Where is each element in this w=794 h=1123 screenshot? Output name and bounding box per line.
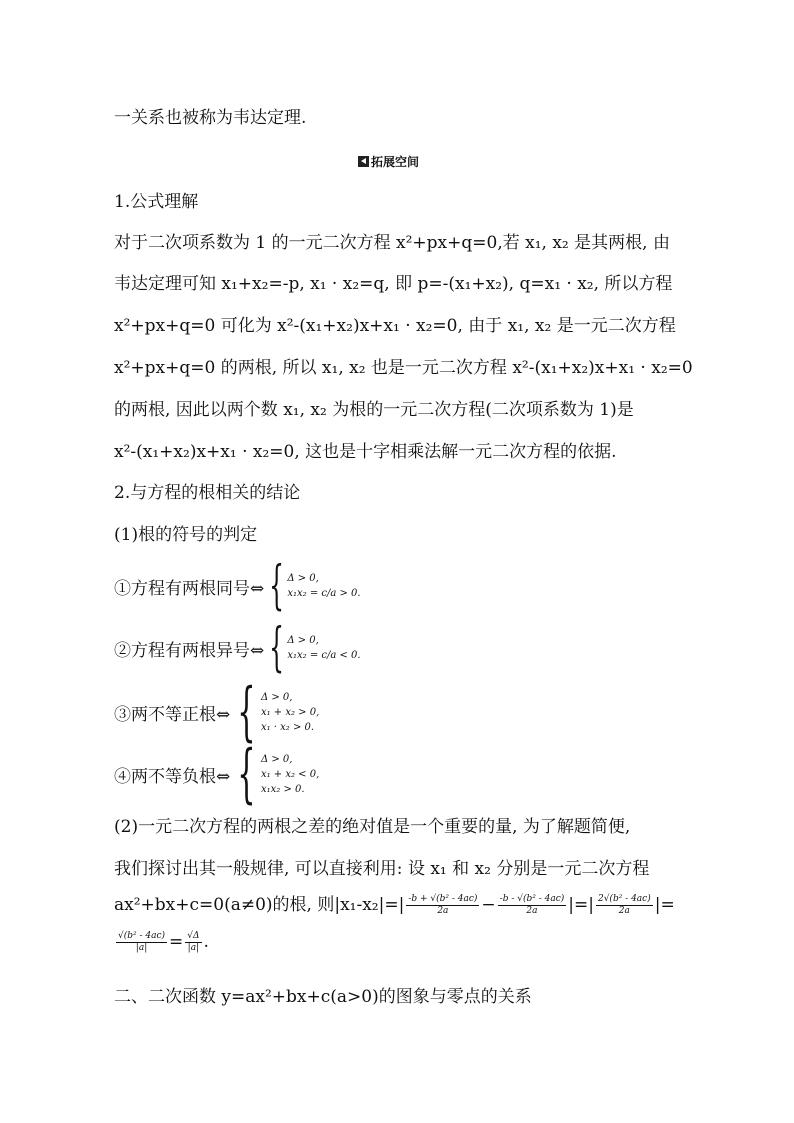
heading-root-conclusions: 2.与方程的根相关的结论: [114, 483, 301, 503]
condition-line: Δ > 0,: [260, 691, 293, 703]
paragraph-line: 的两根, 因此以两个数 x₁, x₂ 为根的一元二次方程(二次项系数为 1)是: [114, 400, 634, 420]
formula-line: ax²+bx+c=0(a≠0)的根, 则|x₁-x₂|=| $\frac{\text{-b + √(b² - 4ac)}}{2a}$ − $\frac{\text{-b - √(b² - 4ac)}}{2a}$ |=| $\frac{\text{2√(b² - 4ac)}}{2a}$ |=: [114, 893, 675, 916]
numerator: 2√(b² - 4ac): [597, 893, 651, 904]
condition-4: [114, 737, 320, 811]
fraction: [406, 894, 479, 917]
condition-line: x₁x₂ > 0.: [260, 783, 305, 795]
fraction: [116, 931, 167, 954]
formula-line: $\frac{\text{√(b² - 4ac)}}{|a|}$ = $\frac{√\Delta}{|a|}$ .: [118, 930, 209, 953]
denominator: 2a: [437, 905, 449, 916]
paragraph-line: (2)一元二次方程的两根之差的绝对值是一个重要的量, 为了解题简便,: [114, 817, 631, 837]
heading-formula: 1.公式理解: [114, 192, 199, 212]
numerator: -b + √(b² - 4ac): [408, 893, 478, 904]
condition-line: x₁x₂ = c/a < 0.: [287, 650, 361, 661]
condition-2: [114, 618, 361, 678]
condition-label: ④两不等负根⇔: [114, 766, 231, 787]
condition-line: Δ > 0,: [260, 753, 293, 765]
brace: {: [269, 556, 285, 616]
heading-quadratic-function: 二、二次函数 y=ax²+bx+c(a>0)的图象与零点的关系: [114, 987, 532, 1007]
denominator: |a|: [135, 942, 148, 953]
fraction: [185, 931, 201, 954]
brace: {: [237, 737, 256, 811]
condition-line: x₁x₂ = c/a > 0.: [287, 588, 361, 599]
paragraph-line: 韦达定理可知 x₁+x₂=-p, x₁ · x₂=q, 即 p=-(x₁+x₂), q=x₁ · x₂, 所以方程: [114, 274, 673, 294]
condition-3: [114, 675, 320, 749]
condition-1: [114, 556, 361, 616]
paragraph-line: 我们探讨出其一般规律, 可以直接利用: 设 x₁ 和 x₂ 分别是一元二次方程: [114, 859, 650, 879]
denominator: 2a: [618, 905, 630, 916]
paragraph-line: x²+px+q=0 可化为 x²-(x₁+x₂)x+x₁ · x₂=0, 由于 x₁, x₂ 是一元二次方程: [114, 316, 676, 336]
fraction: [596, 894, 653, 917]
condition-line: Δ > 0,: [287, 635, 319, 646]
section-label: 拓展空间: [371, 155, 420, 169]
condition-line: x₁ + x₂ > 0,: [260, 706, 320, 718]
paragraph-line: x²-(x₁+x₂)x+x₁ · x₂=0, 这也是十字相乘法解一元二次方程的依据.: [114, 442, 617, 462]
numerator: √(b² - 4ac): [118, 930, 166, 941]
condition-label: ③两不等正根⇔: [114, 704, 231, 725]
condition-line: x₁ · x₂ > 0.: [260, 721, 315, 733]
numerator: -b - √(b² - 4ac): [499, 893, 565, 904]
brace: {: [269, 618, 285, 678]
denominator: |a|: [187, 942, 200, 953]
fraction: [498, 894, 567, 917]
condition-label: ①方程有两根同号⇔: [114, 578, 265, 599]
speaker-icon: [358, 156, 369, 167]
condition-line: x₁ + x₂ < 0,: [260, 768, 320, 780]
numerator: √Δ: [187, 930, 200, 941]
section-badge: [358, 153, 419, 170]
denominator: 2a: [526, 905, 538, 916]
paragraph-line: x²+px+q=0 的两根, 所以 x₁, x₂ 也是一元二次方程 x²-(x₁+x₂)x+x₁ · x₂=0: [114, 358, 693, 378]
formula-text: ax²+bx+c=0(a≠0)的根, 则|x₁-x₂|=|: [114, 895, 405, 915]
paragraph-line: 一关系也被称为韦达定理.: [114, 108, 307, 128]
heading-sign: (1)根的符号的判定: [114, 525, 258, 545]
condition-line: Δ > 0,: [287, 573, 319, 584]
condition-label: ②方程有两根异号⇔: [114, 640, 265, 661]
brace: {: [237, 675, 256, 749]
paragraph-line: 对于二次项系数为 1 的一元二次方程 x²+px+q=0,若 x₁, x₂ 是其两根, 由: [114, 233, 670, 253]
